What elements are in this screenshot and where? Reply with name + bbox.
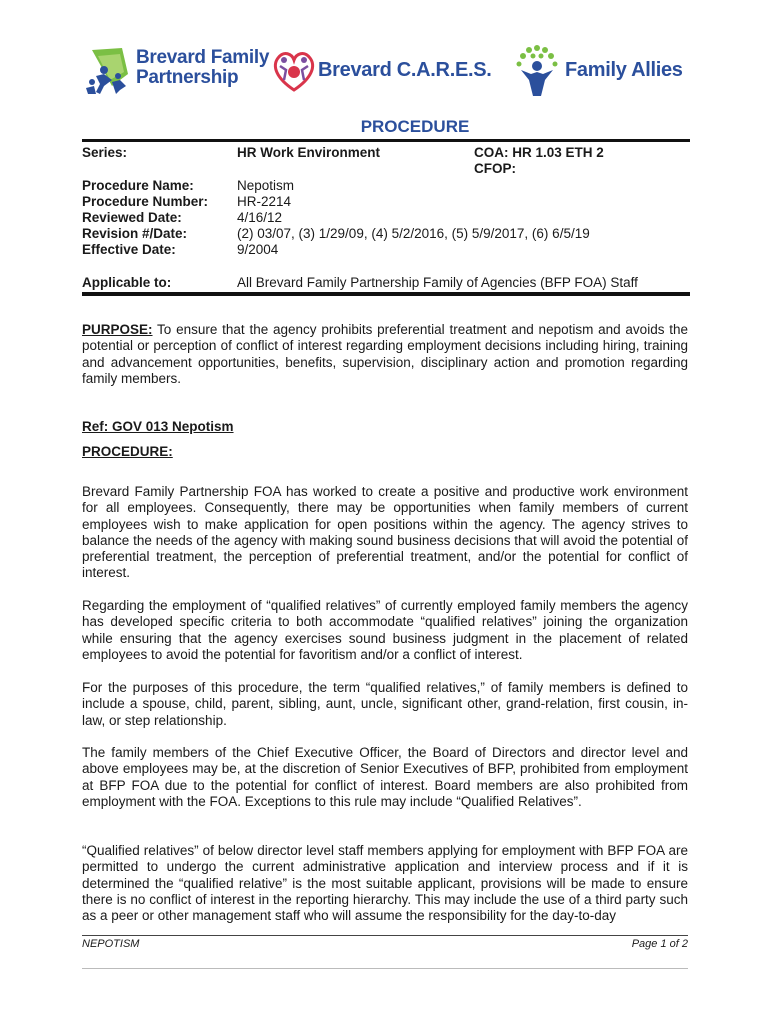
header-bottom-divider: [82, 292, 690, 296]
footer-document-name: NEPOTISM: [82, 938, 140, 950]
procedure-number-label: Procedure Number:: [82, 194, 209, 209]
purpose-paragraph: [82, 322, 688, 387]
applicable-to-value: All Brevard Family Partnership Family of Agencies (BFP FOA) Staff: [237, 275, 638, 290]
header-top-divider: [82, 139, 690, 142]
brevard-family-partnership-logo: [82, 46, 272, 96]
cares-logo-text: Brevard C.A.R.E.S.: [318, 59, 492, 81]
reference-line: Ref: GOV 013 Nepotism: [82, 419, 234, 434]
body-paragraph: Brevard Family Partnership FOA has worked to create a positive and productive work environment for all employees. Consequently, there may be opportunities when family members of current employees wish to make application for open positions within the agency. The agency strives to balance the needs of the agency with making sound business decisions that will avoid the potential of preferential treatment, the perception of preferential treatment, and/or the potential for conflict of interest.: [82, 484, 688, 581]
cares-heart-icon: [270, 46, 318, 96]
procedure-number-value: HR-2214: [237, 194, 292, 209]
procedure-heading: PROCEDURE:: [82, 444, 173, 459]
series-value: HR Work Environment: [237, 145, 381, 160]
bfp-emblem-icon: [82, 46, 136, 96]
cfop-label: CFOP:: [474, 161, 516, 176]
coa-value: COA: HR 1.03 ETH 2: [474, 145, 604, 160]
logo-bar: [82, 40, 692, 100]
purpose-label: PURPOSE:: [82, 322, 153, 337]
body-paragraph: The family members of the Chief Executive Officer, the Board of Directors and director level and above employees may be, at the discretion of Senior Executives of BFP, prohibited from employment at BFP FOA due to the potential for conflict of interest. Board members are also prohibited from employment with the FOA. Exceptions to this rule may include “Qualified Relatives”.: [82, 745, 688, 809]
family-allies-tree-icon: [509, 40, 565, 100]
footer-page-number: Page 1 of 2: [631, 938, 688, 950]
body-paragraph: For the purposes of this procedure, the term “qualified relatives,” of family members is defined to include a spouse, child, parent, sibling, aunt, uncle, significant other, grand-relation, first cousin, in-law, or step relationship.: [82, 680, 688, 728]
effective-date-label: Effective Date:: [82, 242, 176, 257]
page-title: PROCEDURE: [360, 117, 470, 136]
procedure-name-label: Procedure Name:: [82, 178, 194, 193]
purpose-text: To ensure that the agency prohibits preferential treatment and nepotism and avoids the potential or perception of conflict of interest regarding employment decisions including hiring, training and advancement opportunities, benefits, supervision, disciplinary action and promotion regarding family members.: [82, 322, 688, 386]
effective-date-value: 9/2004: [237, 242, 279, 257]
applicable-to-label: Applicable to:: [82, 275, 172, 290]
reviewed-date-value: 4/16/12: [237, 210, 283, 225]
reviewed-date-label: Reviewed Date:: [82, 210, 182, 225]
body-paragraph: “Qualified relatives” of below director level staff members applying for employment with BFP FOA are permitted to undergo the current administrative application and interview process and if it is determined the “qualified relative” is the most suitable applicant, provisions will be made to ensure there is no conflict of interest in the reporting hierarchy. This may include the use of a third party such as a peer or other management staff who will assume the responsibility for the day-to-day: [82, 843, 688, 924]
procedure-name-value: Nepotism: [237, 178, 295, 193]
family-allies-logo: [509, 40, 692, 100]
footer-bottom-divider: [82, 968, 688, 969]
revision-date-value: (2) 03/07, (3) 1/29/09, (4) 5/2/2016, (5) 5/9/2017, (6) 6/5/19: [237, 226, 590, 241]
family-allies-logo-text: Family Allies: [565, 59, 683, 81]
series-label: Series:: [82, 145, 128, 160]
revision-date-label: Revision #/Date:: [82, 226, 188, 241]
footer-divider: [82, 935, 688, 936]
body-paragraph: Regarding the employment of “qualified relatives” of currently employed family members the agency has developed specific criteria to both accommodate “qualified relatives” joining the organization while ensuring that the agency exercises sound business judgment in the placement of related employees to avoid the potential for favoritism and/or a conflict of interest.: [82, 598, 688, 662]
bfp-logo-text: Brevard Family Partnership: [136, 47, 270, 88]
brevard-cares-logo: [270, 46, 492, 96]
